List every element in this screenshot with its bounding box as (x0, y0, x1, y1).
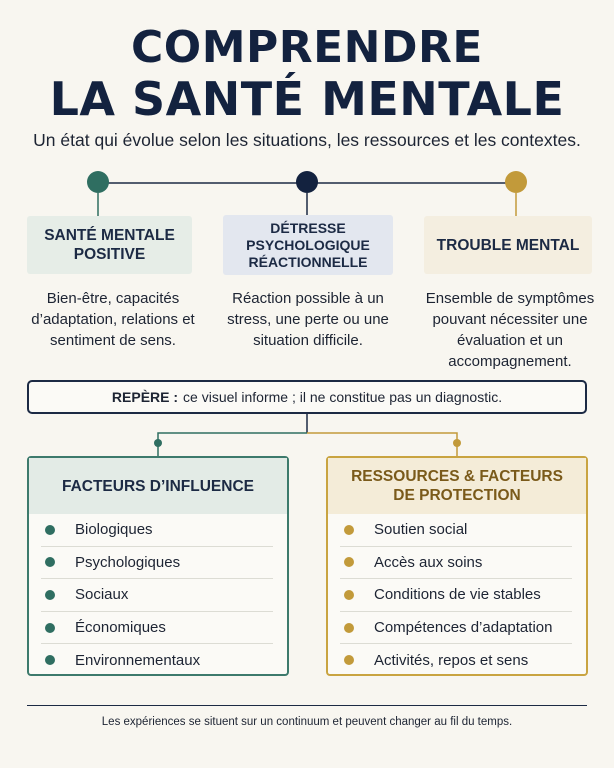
state-card-distress (223, 215, 393, 275)
list-item-label: Compétences d’adaptation (374, 619, 553, 637)
list-item (340, 547, 572, 580)
list-item-label: Conditions de vie stables (374, 586, 541, 604)
notice-box (27, 380, 587, 414)
bullet-icon (344, 557, 354, 567)
list-item-label: Accès aux soins (374, 553, 483, 571)
influence-title: FACTEURS D’INFLUENCE (29, 458, 287, 514)
list-item (41, 644, 273, 676)
branch-left (158, 433, 307, 456)
list-item (340, 644, 572, 676)
bullet-icon (45, 557, 55, 567)
list-item (340, 514, 572, 547)
resources-title: RESSOURCES & FACTEURS DE PROTECTION (328, 458, 586, 514)
subtitle: Un état qui évolue selon les situations, les ressources et les contextes. (33, 130, 581, 150)
notice-label: REPÈRE : (111, 389, 179, 405)
branch-right-dot (453, 439, 461, 447)
resources-list (328, 514, 586, 676)
list-item (41, 514, 273, 547)
list-item (340, 612, 572, 645)
list-item-label: Sociaux (75, 586, 129, 604)
state-description: Bien-être, capacités d’adaptation, relations et sentiment de sens. (31, 290, 195, 349)
node-gold (505, 171, 527, 193)
list-item-label: Biologiques (75, 521, 153, 539)
bullet-icon (344, 590, 354, 600)
state-label: TROUBLE MENTAL (436, 236, 580, 254)
list-item (41, 612, 273, 645)
footer-note: Les expériences se situent sur un continuum et peuvent changer au fil du temps. (101, 716, 513, 728)
resources-panel (326, 456, 588, 676)
branch-right (307, 433, 457, 456)
footer-divider (27, 705, 587, 706)
list-item (340, 579, 572, 612)
list-item (41, 547, 273, 580)
state-label: SANTÉ MENTALE POSITIVE (44, 227, 175, 263)
list-item-label: Soutien social (374, 521, 468, 539)
list-item-label: Économiques (75, 619, 166, 637)
list-item-label: Psychologiques (75, 553, 181, 571)
bullet-icon (45, 655, 55, 665)
bullet-icon (344, 655, 354, 665)
influence-list (29, 514, 287, 676)
title-line-2: LA SANTÉ MENTALE (49, 72, 565, 126)
state-card-positive (27, 216, 192, 274)
notice-text: ce visuel informe ; il ne constitue pas un diagnostic. (183, 389, 503, 405)
list-item-label: Activités, repos et sens (374, 651, 529, 669)
bullet-icon (344, 525, 354, 535)
state-card-disorder (424, 216, 592, 274)
bullet-icon (45, 590, 55, 600)
node-green (87, 171, 109, 193)
state-description: Réaction possible à un stress, une perte ou une situation difficile. (227, 290, 389, 349)
list-item (41, 579, 273, 612)
state-description: Ensemble de symptômes pouvant nécessiter une évaluation et un accompagnement. (425, 290, 595, 370)
bullet-icon (344, 623, 354, 633)
title-line-1: COMPRENDRE (131, 22, 483, 73)
list-item-label: Environnementaux (75, 651, 201, 669)
bullet-icon (45, 623, 55, 633)
bullet-icon (45, 525, 55, 535)
state-label: DÉTRESSE PSYCHOLOGIQUE RÉACTIONNELLE (246, 219, 370, 270)
branch-left-dot (154, 439, 162, 447)
influence-panel (27, 456, 289, 676)
node-navy (296, 171, 318, 193)
